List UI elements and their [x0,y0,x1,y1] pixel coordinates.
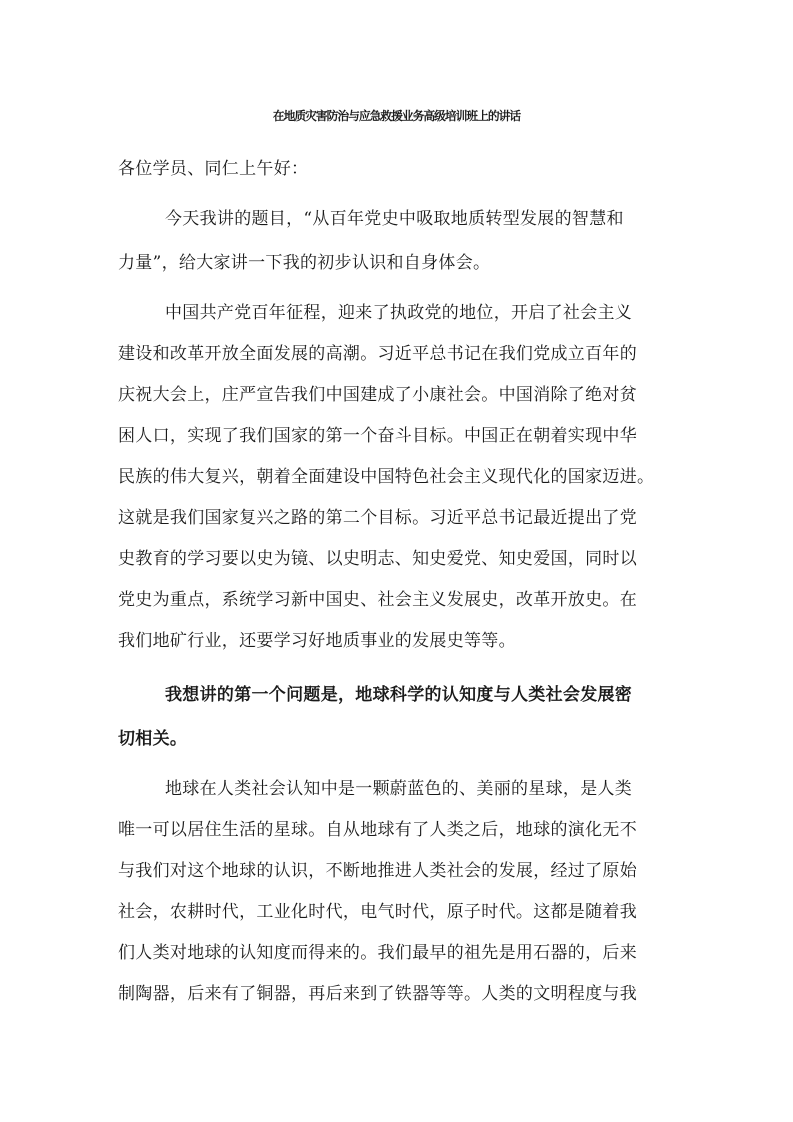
paragraph-2-line-6: 这就是我们国家复兴之路的第二个目标。习近平总书记最近提出了党 [118,508,637,528]
paragraph-4-line-3: 与我们对这个地球的认识，不断地推进人类社会的发展，经过了原始 [118,861,637,881]
paragraph-2-line-7: 史教育的学习要以史为镜、以史明志、知史爱党、知史爱国，同时以 [118,549,637,569]
paragraph-2-line-4: 困人口，实现了我们国家的第一个奋斗目标。中国正在朝着实现中华 [118,426,637,446]
paragraph-3-line-1: 我想讲的第一个问题是，地球科学的认知度与人类社会发展密 [165,685,633,705]
paragraph-2-line-9: 我们地矿行业，还要学习好地质事业的发展史等等。 [118,631,516,651]
paragraph-2-line-2: 建设和改革开放全面发展的高潮。习近平总书记在我们党成立百年的 [118,344,637,364]
paragraph-2-line-8: 党史为重点，系统学习新中国史、社会主义发展史，改革开放史。在 [118,590,637,610]
paragraph-4-line-1: 地球在人类社会认知中是一颗蔚蓝色的、美丽的星球，是人类 [165,779,633,799]
salutation: 各位学员、同仁上午好： [118,159,309,179]
paragraph-1-line-2: 力量”，给大家讲一下我的初步认识和自身体会。 [118,253,491,273]
paragraph-4-line-6: 制陶器，后来有了铜器，再后来到了铁器等等。人类的文明程度与我 [118,984,637,1004]
paragraph-4-line-5: 们人类对地球的认知度而得来的。我们最早的祖先是用石器的，后来 [118,943,637,963]
paragraph-2-line-3: 庆祝大会上，庄严宣告我们中国建成了小康社会。中国消除了绝对贫 [118,385,637,405]
document-title: 在地质灾害防治与应急救援业务高级培训班上的讲话 [272,109,521,123]
paragraph-3-line-2: 切相关。 [118,729,188,749]
paragraph-4-line-2: 唯一可以居住生活的星球。自从地球有了人类之后，地球的演化无不 [118,820,637,840]
paragraph-2-line-1: 中国共产党百年征程，迎来了执政党的地位，开启了社会主义 [165,303,633,323]
paragraph-4-line-4: 社会，农耕时代，工业化时代，电气时代，原子时代。这都是随着我 [118,902,637,922]
paragraph-2-line-5: 民族的伟大复兴，朝着全面建设中国特色社会主义现代化的国家迈进。 [118,467,655,487]
paragraph-1-line-1: 今天我讲的题目，“从百年党史中吸取地质转型发展的智慧和 [165,209,624,229]
